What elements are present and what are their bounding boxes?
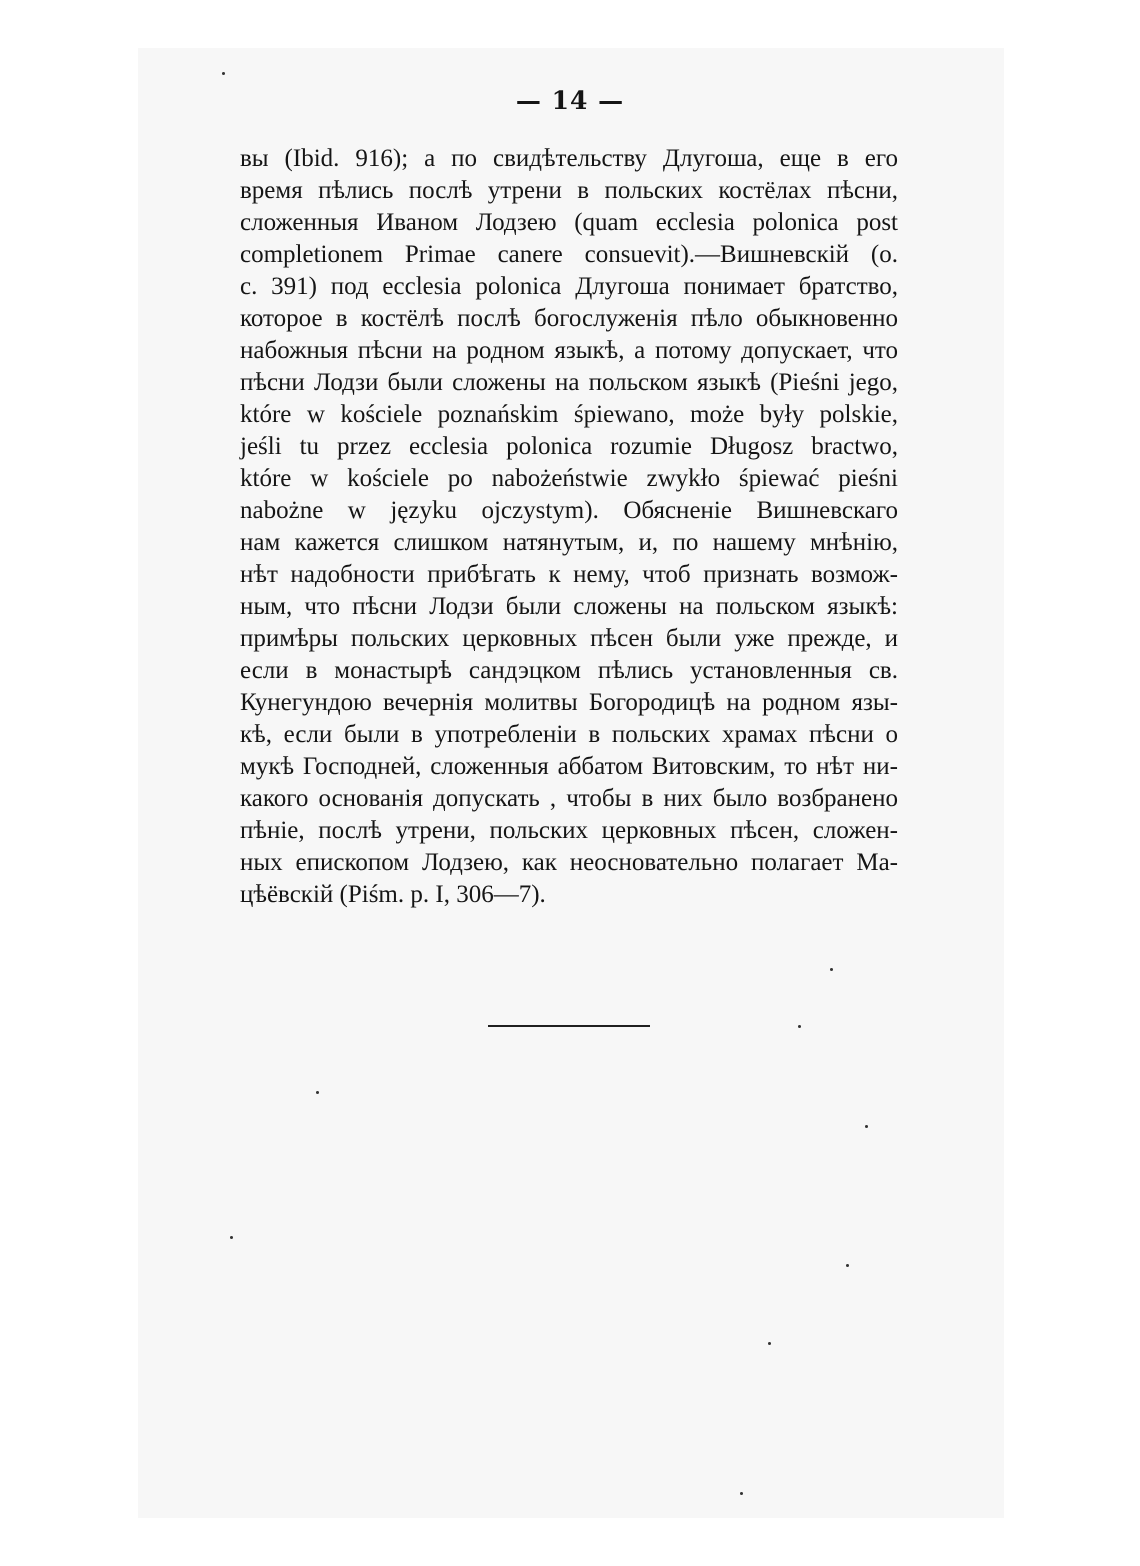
text-line: нам кажется слишком натянутым, и, по нашему мнѣнію, — [240, 529, 898, 556]
scan-speck — [865, 1125, 868, 1128]
scan-speck — [316, 1091, 319, 1094]
text-line: если в монастырѣ сандэцком пѣлись установленныя св. — [240, 657, 898, 684]
scan-speck — [846, 1264, 849, 1267]
scan-speck — [830, 968, 833, 971]
text-line: ных епископом Лодзею, как неосновательно полагает Ма- — [240, 849, 898, 876]
text-line: ным, что пѣсни Лодзи были сложены на польском языкѣ: — [240, 593, 898, 620]
text-line: completionem Primae canere consuevit).—Вишневскій (о. — [240, 241, 898, 268]
body-text — [240, 143, 898, 911]
text-line: которое в костёлѣ послѣ богослуженія пѣло обыкновенно — [240, 305, 898, 332]
end-rule — [488, 1025, 650, 1027]
text-line: сложенныя Иваном Лодзею (quam ecclesia polonica post — [240, 209, 898, 236]
text-line: примѣры польских церковных пѣсен были уже прежде, и — [240, 625, 898, 652]
scan-speck — [230, 1236, 233, 1239]
text-line: время пѣлись послѣ утрени в польских костёлах пѣсни, — [240, 177, 898, 204]
text-line: кѣ, если были в употребленіи в польских храмах пѣсни о — [240, 721, 898, 748]
scan-speck — [740, 1492, 743, 1495]
text-line: с. 391) под ecclesia polonica Длугоша понимает братство, — [240, 273, 898, 300]
text-line: nabożne w języku ojczystym). Обясненіе Вишневскаго — [240, 497, 898, 524]
text-line: набожныя пѣсни на родном языкѣ, а потому допускает, что — [240, 337, 898, 364]
text-line: вы (Ibid. 916); а по свидѣтельству Длугоша, еще в его — [240, 145, 898, 172]
scan-speck — [798, 1025, 801, 1028]
scan-speck — [222, 72, 225, 75]
text-line: нѣт надобности прибѣгать к нему, чтоб признать возмож- — [240, 561, 898, 588]
text-line-last: цѣёвскій (Piśm. p. I, 306—7). — [240, 881, 546, 908]
scan-speck — [768, 1342, 771, 1345]
text-line: Кунегундою вечернія молитвы Богородицѣ на родном язы- — [240, 689, 898, 716]
text-line: пѣніе, послѣ утрени, польских церковных пѣсен, сложен- — [240, 817, 898, 844]
text-line: пѣсни Лодзи были сложены на польском языкѣ (Pieśni jego, — [240, 369, 898, 396]
text-line: które w kościele po nabożeństwie zwykło śpiewać pieśni — [240, 465, 898, 492]
text-line: które w kościele poznańskim śpiewano, może były polskie, — [240, 401, 898, 428]
text-line: мукѣ Господней, сложенныя аббатом Витовским, то нѣт ни- — [240, 753, 898, 780]
text-line: jeśli tu przez ecclesia polonica rozumie Długosz bractwo, — [240, 433, 898, 460]
text-line: какого основанія допускать , чтобы в них было возбранено — [240, 785, 898, 812]
page-number: — 14 — — [515, 86, 625, 115]
